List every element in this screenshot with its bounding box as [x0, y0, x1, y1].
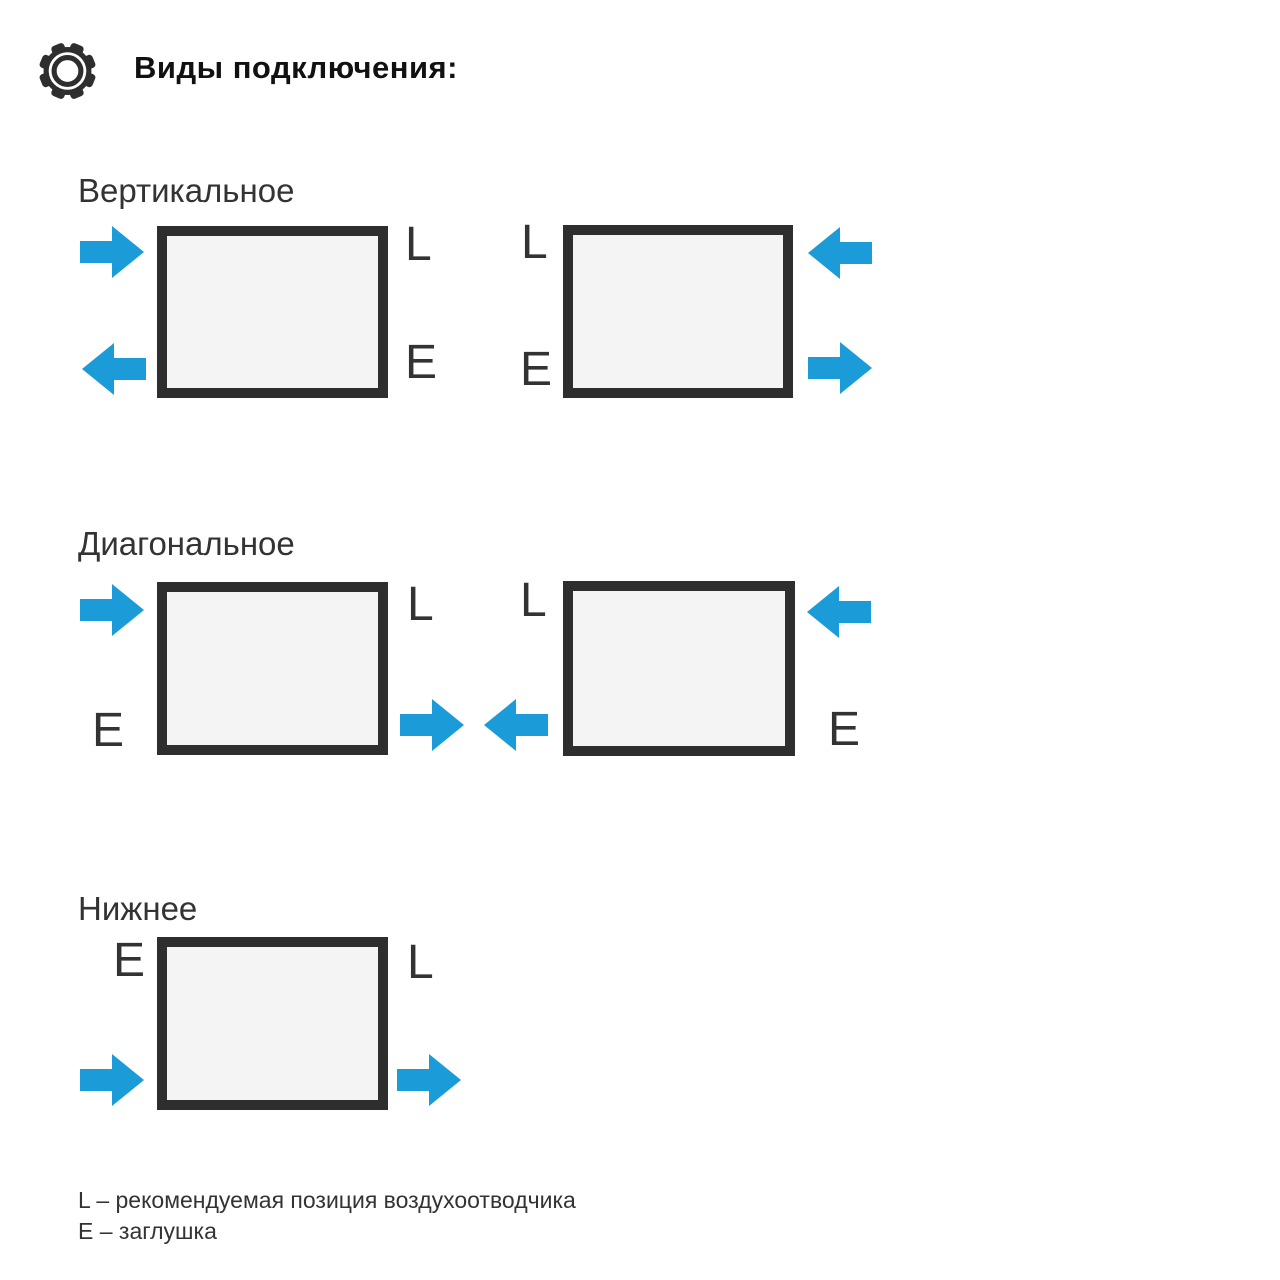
radiator-rect [157, 226, 388, 398]
label-air-vent: L [407, 578, 434, 631]
arrow-right-icon [80, 226, 144, 278]
arrow-right-icon [80, 1054, 144, 1106]
radiator-rect [157, 937, 388, 1110]
label-plug: E [405, 336, 438, 389]
arrow-right-icon [80, 584, 144, 636]
label-plug: E [113, 934, 146, 987]
arrow-right-icon [400, 699, 464, 751]
radiator-rect [563, 225, 793, 398]
section-heading-bottom: Нижнее [78, 890, 198, 927]
legend-plug: E – заглушка [78, 1218, 217, 1244]
label-air-vent: L [407, 936, 434, 989]
page-title: Виды подключения: [134, 50, 458, 85]
arrow-right-icon [397, 1054, 461, 1106]
label-plug: E [92, 704, 125, 757]
legend-air-vent: L – рекомендуемая позиция воздухоотводчика [78, 1187, 576, 1213]
label-air-vent: L [520, 574, 547, 627]
section-heading-vertical: Вертикальное [78, 172, 295, 209]
radiator-rect [157, 582, 388, 755]
arrow-left-icon [484, 699, 548, 751]
label-air-vent: L [521, 216, 548, 269]
label-plug: E [520, 343, 553, 396]
section-heading-diagonal: Диагональное [78, 525, 295, 562]
gear-icon [39, 42, 96, 100]
arrow-left-icon [82, 343, 146, 395]
arrow-right-icon [808, 342, 872, 394]
radiator-rect [563, 581, 795, 756]
arrow-left-icon [808, 227, 872, 279]
arrow-left-icon [807, 586, 871, 638]
label-air-vent: L [405, 218, 432, 271]
label-plug: E [828, 703, 861, 756]
